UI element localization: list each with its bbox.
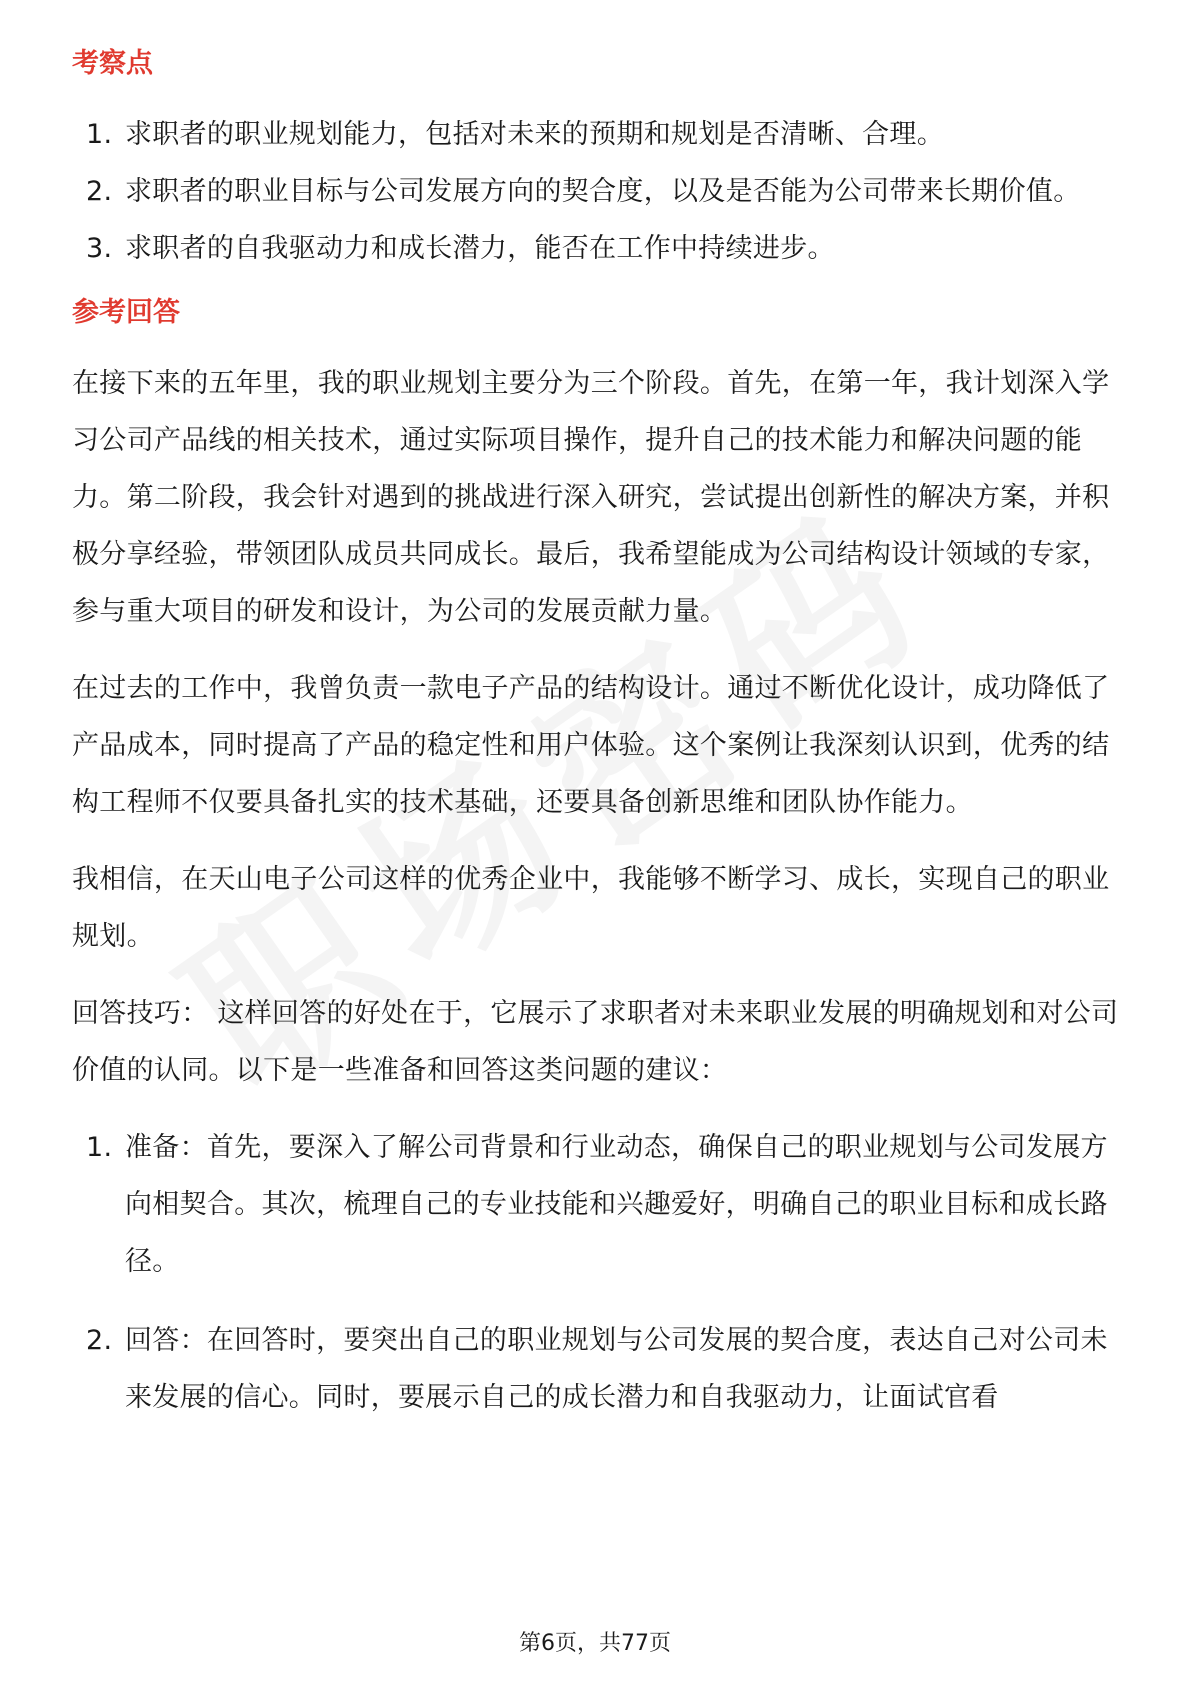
answer-tips-intro: 回答技巧： 这样回答的好处在于，它展示了求职者对未来职业发展的明确规划和对公司价值的认同。以下是一些准备和回答这类问题的建议： (72, 998, 1119, 1086)
answer-paragraph: 在过去的工作中，我曾负责一款电子产品的结构设计。通过不断优化设计，成功降低了产品成本，同时提高了产品的稳定性和用户体验。这个案例让我深刻认识到，优秀的结构工程师不仅要具备扎实的技术基础，还要具备创新思维和团队协作能力。 (72, 673, 1110, 818)
list-item (72, 163, 1122, 220)
list-item-text: 求职者的自我驱动力和成长潜力，能否在工作中持续进步。 (125, 233, 835, 264)
list-item-number: 2. (86, 1325, 113, 1356)
list-item-number: 3. (86, 233, 113, 264)
list-item (72, 220, 1122, 277)
exam-points-list (72, 106, 1122, 277)
list-item-text: 求职者的职业规划能力，包括对未来的预期和规划是否清晰、合理。 (125, 119, 944, 150)
list-item-text: 回答：在回答时，要突出自己的职业规划与公司发展的契合度，表达自己对公司未来发展的信心。同时，要展示自己的成长潜力和自我驱动力，让面试官看 (125, 1325, 1108, 1413)
list-item (72, 106, 1122, 163)
list-item-text: 求职者的职业目标与公司发展方向的契合度，以及是否能为公司带来长期价值。 (125, 176, 1081, 207)
document-content (72, 44, 1122, 1448)
list-item (72, 1312, 1122, 1426)
list-item-number: 2. (86, 176, 113, 207)
answer-tips-list (72, 1119, 1122, 1426)
answer-paragraph: 在接下来的五年里，我的职业规划主要分为三个阶段。首先，在第一年，我计划深入学习公司产品线的相关技术，通过实际项目操作，提升自己的技术能力和解决问题的能力。第二阶段，我会针对遇到的挑战进行深入研究，尝试提出创新性的解决方案，并积极分享经验，带领团队成员共同成长。最后，我希望能成为公司结构设计领域的专家，参与重大项目的研发和设计，为公司的发展贡献力量。 (72, 368, 1110, 627)
page-number: 第6页，共77页 (519, 1631, 671, 1656)
list-item-text: 准备：首先，要深入了解公司背景和行业动态，确保自己的职业规划与公司发展方向相契合。其次，梳理自己的专业技能和兴趣爱好，明确自己的职业目标和成长路径。 (125, 1132, 1108, 1277)
answer-paragraph: 我相信，在天山电子公司这样的优秀企业中，我能够不断学习、成长，实现自己的职业规划。 (72, 864, 1110, 952)
section-title-exam-points: 考察点 (72, 48, 153, 79)
list-item-number: 1. (86, 119, 113, 150)
list-item-number: 1. (86, 1132, 113, 1163)
section-title-reference-answer: 参考回答 (72, 297, 180, 328)
list-item (72, 1119, 1122, 1290)
